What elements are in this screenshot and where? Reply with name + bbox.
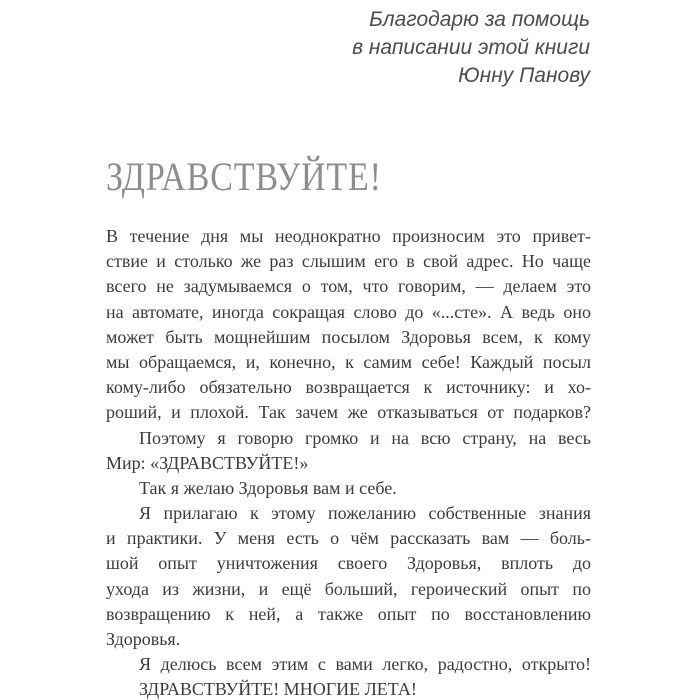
body-line-p2-l2: Мир: «ЗДРАВСТВУЙТЕ!» bbox=[106, 452, 309, 473]
body-line-p2-l1: Поэтому я говорю громко и на всю страну, на весь bbox=[139, 427, 591, 448]
body-line-p1-l1: В течение дня мы неоднократно произносим это привет- bbox=[106, 226, 591, 246]
body-line-p1-l5: может быть мощнейшим посылом Здоровья всем, к кому bbox=[106, 326, 591, 347]
dedication-line-3: Юнну Панову bbox=[458, 64, 590, 87]
body-line-p4-l3: шой опыт уничтожения своего Здоровья, вплоть до bbox=[106, 553, 591, 574]
dedication-line-2: в написании этой книги bbox=[352, 36, 590, 59]
body-line-p1-l4: на автомате, иногда сокращая слово до «...сте». А ведь оно bbox=[106, 301, 591, 322]
body-line-p4-l5: возвращению к ней, а также опыт по восстановлению bbox=[106, 603, 591, 624]
body-line-p1-l2: ствие и столько же раз слышим его в свой адрес. Но чаще bbox=[106, 251, 591, 272]
body-line-p5-l1: Я делюсь всем этим с вами легко, радостно, открыто! bbox=[139, 654, 591, 675]
body-line-p6-l1: ЗДРАВСТВУЙТЕ! МНОГИЕ ЛЕТА! bbox=[139, 679, 417, 700]
body-line-p3-l1: Так я желаю Здоровья вам и себе. bbox=[139, 477, 397, 498]
body-line-p1-l8: роший, и плохой. Так зачем же отказываться от подарков? bbox=[106, 402, 591, 423]
chapter-title: ЗДРАВСТВУЙТЕ! bbox=[106, 154, 382, 199]
dedication-line-1: Благодарю за помощь bbox=[369, 8, 590, 31]
body-text bbox=[106, 224, 591, 700]
body-line-p1-l3: всего не задумываемся о том, что говорим, — делаем это bbox=[106, 276, 591, 297]
body-line-p4-l2: и практики. У меня есть о чём рассказать вам — боль- bbox=[106, 528, 591, 549]
body-line-p4-l4: ухода из жизни, и ещё больший, героический опыт по bbox=[106, 578, 591, 599]
body-line-p1-l6: мы обращаемся, и, конечно, к самим себе! Каждый посыл bbox=[106, 351, 591, 372]
dedication bbox=[352, 6, 590, 90]
body-line-p1-l7: кому-либо обязательно возвращается к источнику: и хо- bbox=[106, 377, 591, 398]
body-line-p4-l1: Я прилагаю к этому пожеланию собственные знания bbox=[139, 503, 591, 524]
body-line-p4-l6: Здоровья. bbox=[106, 629, 181, 649]
